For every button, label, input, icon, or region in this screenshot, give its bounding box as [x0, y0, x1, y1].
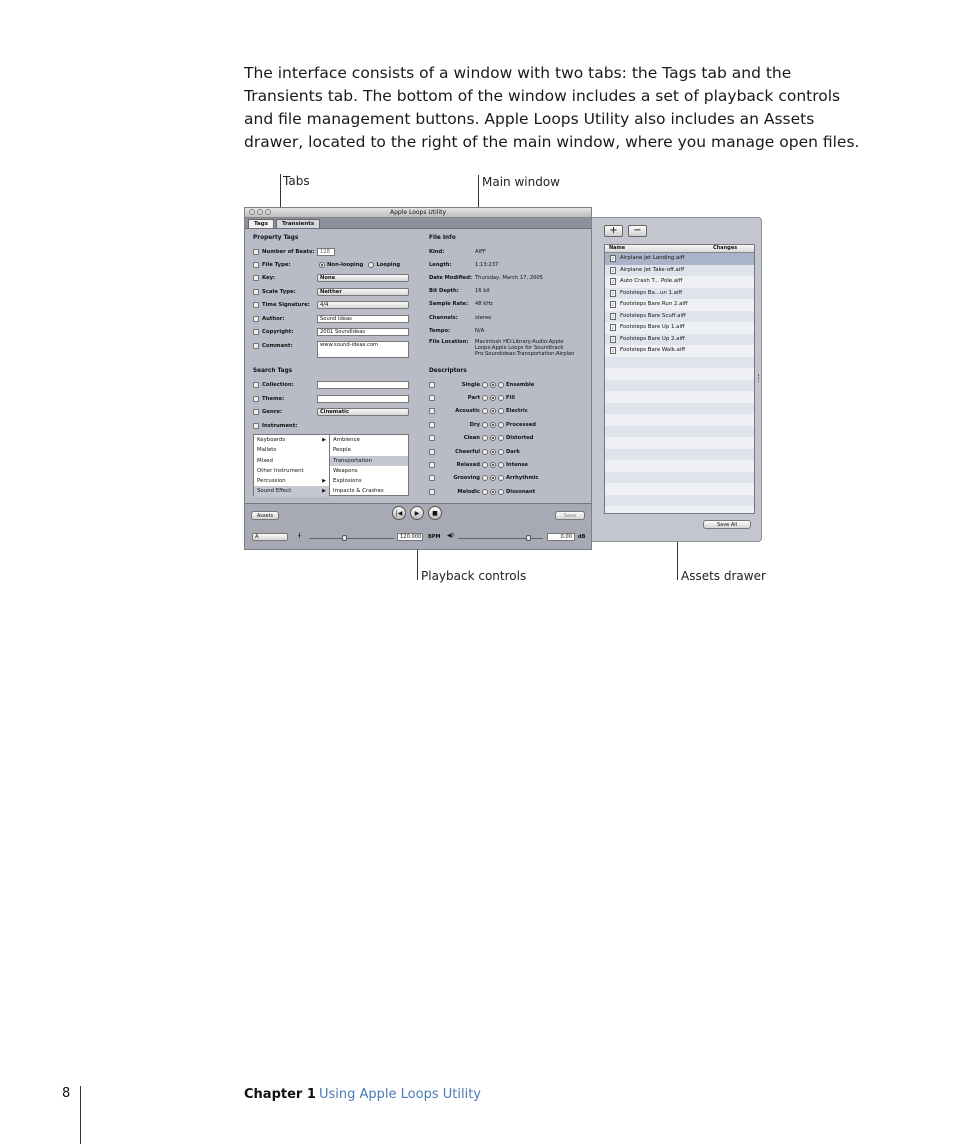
descriptor-right-label: Distorted [506, 435, 534, 442]
descriptor-left-label: Melodic [457, 488, 480, 495]
author-field[interactable]: Sound Ideas [317, 315, 409, 323]
label-file-type: File Type: [262, 261, 291, 268]
audio-file-icon: ♪ [611, 267, 615, 273]
add-file-button[interactable]: + [604, 225, 623, 237]
radio-neutral[interactable] [490, 435, 496, 441]
table-row [605, 506, 754, 514]
tab-tags[interactable]: Tags [248, 219, 274, 228]
remove-file-button[interactable]: − [628, 225, 647, 237]
list-item-label: Ambience [333, 437, 360, 443]
checkbox[interactable] [429, 408, 435, 414]
descriptor-row [429, 460, 528, 469]
descriptor-left-label: Relaxed [456, 461, 480, 468]
comment-field[interactable]: www.sound-ideas.com [317, 341, 409, 358]
copyright-field[interactable]: 2001 SoundIdeas [317, 328, 409, 336]
tempo-slider-knob[interactable] [342, 535, 347, 541]
list-item-label: Mallets [257, 447, 277, 454]
descriptor-right-label: Arrhythmic [506, 475, 539, 482]
descriptor-row [429, 447, 520, 456]
table-row [605, 483, 754, 495]
table-row[interactable] [605, 345, 754, 357]
descriptor-left-label: Single [461, 381, 480, 388]
radio-looping[interactable] [368, 262, 374, 268]
file-info-row [429, 273, 543, 282]
radio-right[interactable] [498, 408, 504, 414]
label-non-looping: Non-looping [327, 261, 364, 268]
file-name: Footsteps Bare Up 1.aiff [620, 324, 685, 330]
label-author: Author: [262, 315, 285, 322]
file-name: Footsteps Bare Scuff.aiff [620, 312, 686, 319]
descriptor-left-label: Acoustic [455, 408, 480, 415]
file-info-key: Tempo: [429, 327, 451, 334]
checkbox[interactable] [429, 435, 435, 441]
table-row [605, 495, 754, 507]
radio-right[interactable] [498, 435, 504, 441]
descriptor-right-label: Electric [506, 408, 528, 415]
file-info-value: Thursday, March 17, 2005 [475, 274, 543, 281]
chapter-label: Chapter 1 [244, 1087, 316, 1102]
callout-tabs: Tabs [283, 174, 310, 188]
file-info-key: Kind: [429, 248, 445, 255]
audio-file-icon: ♪ [611, 325, 615, 331]
list-item-label: Percussion [257, 478, 286, 485]
volume-slider-knob[interactable] [526, 535, 531, 541]
table-row[interactable] [605, 299, 754, 311]
file-info-row [429, 287, 490, 296]
radio-right[interactable] [498, 489, 504, 495]
file-info-value: N/A [475, 327, 485, 334]
window-title: Apple Loops Utility [389, 209, 447, 216]
audio-file-icon: ♪ [611, 348, 615, 354]
list-item-label: Sound Effect [257, 488, 292, 495]
file-info-key: Bit Depth: [429, 288, 459, 295]
table-row[interactable] [605, 288, 754, 300]
radio-right[interactable] [498, 462, 504, 468]
table-row[interactable] [605, 322, 754, 334]
checkbox[interactable] [253, 343, 259, 349]
file-info-row [429, 247, 486, 256]
radio-neutral[interactable] [490, 422, 496, 428]
assets-button[interactable]: Assets [251, 511, 279, 520]
minimize-icon[interactable] [257, 209, 263, 215]
save-button[interactable]: Save [555, 511, 585, 520]
checkbox[interactable] [253, 423, 259, 429]
radio-left[interactable] [482, 395, 488, 401]
list-item[interactable] [330, 476, 408, 486]
descriptor-right-label: Intense [506, 461, 528, 468]
stop-icon[interactable]: ■ [428, 506, 442, 520]
list-item[interactable] [330, 435, 408, 445]
table-row[interactable] [605, 253, 754, 265]
rewind-icon[interactable]: |◀ [392, 506, 406, 520]
checkbox[interactable] [429, 489, 435, 495]
file-info-row [429, 339, 575, 357]
file-info-key: Sample Rate: [429, 301, 469, 308]
tab-transients[interactable]: Transients [276, 219, 320, 228]
scale-type-popup[interactable]: Neither [317, 288, 409, 296]
radio-neutral[interactable] [490, 408, 496, 414]
radio-neutral[interactable] [490, 449, 496, 455]
audio-file-icon: ♪ [611, 290, 615, 296]
file-info-value: Macintosh HD:Library:Audio:Apple Loops:Apple Loops for Soundtrack Pro:Soundideas:Transportation:Airplan [475, 339, 575, 357]
chevron-right-icon: ▶ [322, 437, 326, 443]
callout-assets-line [677, 542, 678, 580]
footer-divider [80, 1086, 81, 1144]
descriptor-row [429, 474, 539, 483]
play-icon[interactable]: ▶ [410, 506, 424, 520]
file-info-value: AIFF [475, 248, 487, 255]
descriptor-row [429, 434, 534, 443]
radio-right[interactable] [498, 475, 504, 481]
checkbox[interactable] [429, 475, 435, 481]
table-row[interactable] [605, 276, 754, 288]
file-info-row [429, 326, 484, 335]
list-item[interactable] [330, 486, 408, 496]
file-name: Footsteps Bare Walk.aiff [620, 347, 686, 353]
label-genre: Genre: [262, 408, 283, 415]
file-info-key: Date Modified: [429, 274, 472, 281]
radio-right[interactable] [498, 382, 504, 388]
table-row[interactable] [605, 265, 754, 277]
checkbox[interactable] [429, 462, 435, 468]
checkbox[interactable] [253, 382, 259, 388]
table-row [605, 460, 754, 472]
file-name: Footsteps Ba...un 1.aiff [620, 289, 683, 296]
file-info-value: 1:13:237 [475, 261, 499, 268]
table-row[interactable] [605, 311, 754, 323]
drawer-resize-handle[interactable] [758, 374, 761, 382]
bpm-label: BPM [428, 534, 441, 540]
main-window [244, 207, 592, 550]
descriptor-right-label: Ensemble [506, 381, 535, 388]
theme-field[interactable] [317, 395, 409, 403]
table-row [605, 380, 754, 392]
table-row [605, 391, 754, 403]
page-number: 8 [62, 1086, 71, 1101]
list-item[interactable] [254, 456, 330, 466]
descriptor-right-label: Processed [506, 421, 536, 428]
descriptor-left-label: Grooving [453, 475, 480, 482]
time-signature-popup[interactable]: 4/4 [317, 301, 409, 309]
key-popup[interactable]: None [317, 274, 409, 282]
bottom-controls [245, 503, 592, 550]
radio-right[interactable] [498, 449, 504, 455]
list-item-label: Keyboards [257, 437, 286, 443]
radio-neutral[interactable] [490, 382, 496, 388]
db-field[interactable]: 0.00 [547, 533, 575, 541]
list-item[interactable] [254, 466, 330, 476]
table-row [605, 403, 754, 415]
file-info-heading: File Info [429, 235, 456, 241]
genre-popup[interactable]: Cinematic [317, 408, 409, 416]
list-item[interactable] [330, 445, 408, 455]
radio-neutral[interactable] [490, 462, 496, 468]
list-item-label: People [333, 447, 351, 454]
chapter-title: Using Apple Loops Utility [319, 1087, 481, 1102]
checkbox[interactable] [253, 316, 259, 322]
descriptor-right-label: Dark [506, 448, 520, 455]
radio-left[interactable] [482, 489, 488, 495]
file-info-key: Channels: [429, 314, 458, 321]
table-row [605, 472, 754, 484]
descriptor-left-label: Cheerful [455, 448, 480, 455]
file-info-key: Length: [429, 261, 452, 268]
file-name: Airplane Jet Take-off.aiff [620, 266, 685, 273]
tempo-slider[interactable] [309, 538, 394, 539]
label-instrument: Instrument: [262, 422, 298, 429]
audio-file-icon: ♪ [611, 279, 615, 285]
callout-main-window: Main window [482, 175, 560, 189]
label-key: Key: [262, 274, 276, 281]
radio-left[interactable] [482, 382, 488, 388]
tuning-fork-icon: ɫ [298, 532, 301, 540]
table-row [605, 414, 754, 426]
descriptors-heading: Descriptors [429, 368, 467, 374]
radio-right[interactable] [498, 395, 504, 401]
descriptor-left-label: Part [467, 394, 480, 401]
descriptor-row [429, 380, 534, 389]
label-copyright: Copyright: [262, 328, 294, 335]
file-name: Footsteps Bare Run 2.aiff [620, 301, 688, 307]
audio-file-icon: ♪ [611, 302, 615, 308]
list-item-label: Impacts & Crashes [333, 488, 384, 495]
callout-playback-controls: Playback controls [421, 569, 527, 583]
list-item[interactable] [254, 486, 330, 496]
radio-right[interactable] [498, 422, 504, 428]
zoom-icon[interactable] [265, 209, 271, 215]
radio-left[interactable] [482, 462, 488, 468]
checkbox[interactable] [253, 329, 259, 335]
label-comment: Comment: [262, 342, 293, 349]
col-name[interactable]: Name [609, 245, 626, 251]
checkbox[interactable] [253, 396, 259, 402]
list-item-label: Mixed [257, 457, 273, 464]
audio-file-icon: ♪ [611, 313, 615, 319]
label-looping: Looping [376, 261, 401, 268]
checkbox[interactable] [253, 249, 259, 255]
radio-left[interactable] [482, 422, 488, 428]
list-item[interactable] [330, 456, 408, 466]
file-info-value: stereo [475, 314, 492, 321]
key-select[interactable]: A [252, 533, 288, 541]
list-item[interactable] [254, 435, 330, 445]
collection-field[interactable] [317, 381, 409, 389]
assets-table-header [605, 245, 754, 253]
property-tags-heading: Property Tags [253, 235, 299, 241]
callout-assets-drawer: Assets drawer [681, 569, 766, 583]
db-label: dB [578, 534, 586, 540]
chevron-right-icon: ▶ [322, 488, 326, 495]
list-item[interactable] [330, 466, 408, 476]
file-info-row [429, 313, 491, 322]
intro-paragraph: The interface consists of a window with two tabs: the Tags tab and the Transients tab. The bottom of the window includes a set of playback controls and file management buttons. Apple Loops Utility also includes an Assets drawer, located to the right of the main window, where you manage open files. [244, 64, 860, 151]
search-tags-heading: Search Tags [253, 368, 293, 374]
number-of-beats-field[interactable]: 128 [317, 248, 335, 256]
checkbox[interactable] [253, 302, 259, 308]
list-item-label: Explosions [333, 478, 362, 485]
instrument-sublist[interactable] [329, 434, 409, 496]
list-item[interactable] [254, 445, 330, 455]
descriptor-row [429, 487, 535, 496]
table-row [605, 357, 754, 369]
radio-left[interactable] [482, 475, 488, 481]
file-info-value: 48 kHz [475, 301, 493, 308]
descriptor-left-label: Dry [469, 421, 480, 428]
table-row [605, 437, 754, 449]
file-info-value: 16 bit [475, 288, 491, 295]
label-collection: Collection: [262, 381, 294, 388]
descriptor-row [429, 407, 528, 416]
checkbox[interactable] [253, 262, 259, 268]
checkbox[interactable] [253, 409, 259, 415]
checkbox[interactable] [429, 382, 435, 388]
list-item-label: Other Instrument [257, 467, 304, 474]
table-row [605, 426, 754, 438]
radio-left[interactable] [482, 449, 488, 455]
radio-non-looping[interactable] [319, 262, 325, 268]
radio-neutral[interactable] [490, 395, 496, 401]
assets-table [604, 244, 755, 514]
radio-neutral[interactable] [490, 475, 496, 481]
file-name: Footsteps Bare Up 2.aiff [620, 335, 685, 342]
label-time-signature: Time Signature: [262, 301, 310, 308]
audio-file-icon: ♪ [611, 336, 615, 342]
table-row[interactable] [605, 334, 754, 346]
radio-left[interactable] [482, 408, 488, 414]
speaker-icon: ◀) [447, 532, 454, 539]
list-item-label: Transportation [333, 457, 372, 464]
descriptor-left-label: Clean [463, 435, 480, 442]
descriptor-row [429, 420, 536, 429]
descriptor-right-label: Fill [506, 394, 515, 401]
save-all-button[interactable]: Save All [703, 520, 751, 529]
descriptor-right-label: Dissonant [506, 488, 536, 495]
radio-neutral[interactable] [490, 489, 496, 495]
instrument-list[interactable] [253, 434, 331, 496]
checkbox[interactable] [253, 275, 259, 281]
label-theme: Theme: [262, 395, 285, 402]
list-item-label: Weapons [333, 467, 358, 474]
tempo-field[interactable]: 120.000 [397, 533, 423, 541]
chevron-right-icon: ▶ [322, 478, 326, 485]
file-info-row [429, 300, 493, 309]
tab-bar [245, 218, 591, 229]
label-scale-type: Scale Type: [262, 288, 296, 295]
table-row [605, 368, 754, 380]
checkbox[interactable] [253, 289, 259, 295]
label-number-of-beats: Number of Beats: [262, 248, 315, 255]
close-icon[interactable] [249, 209, 255, 215]
audio-file-icon: ♪ [611, 256, 615, 262]
checkbox[interactable] [429, 395, 435, 401]
title-bar [245, 208, 591, 218]
assets-drawer [592, 217, 762, 542]
checkbox[interactable] [429, 422, 435, 428]
file-info-key: File Location: [429, 339, 469, 346]
list-item[interactable] [254, 476, 330, 486]
descriptor-row [429, 393, 515, 402]
file-name: Auto Crash T... Pole.aiff [620, 278, 683, 284]
col-changes[interactable]: Changes [713, 245, 738, 251]
checkbox[interactable] [429, 449, 435, 455]
file-name: Airplane Jet Landing.aiff [620, 255, 685, 261]
table-row [605, 449, 754, 461]
radio-left[interactable] [482, 435, 488, 441]
file-info-row [429, 260, 498, 269]
